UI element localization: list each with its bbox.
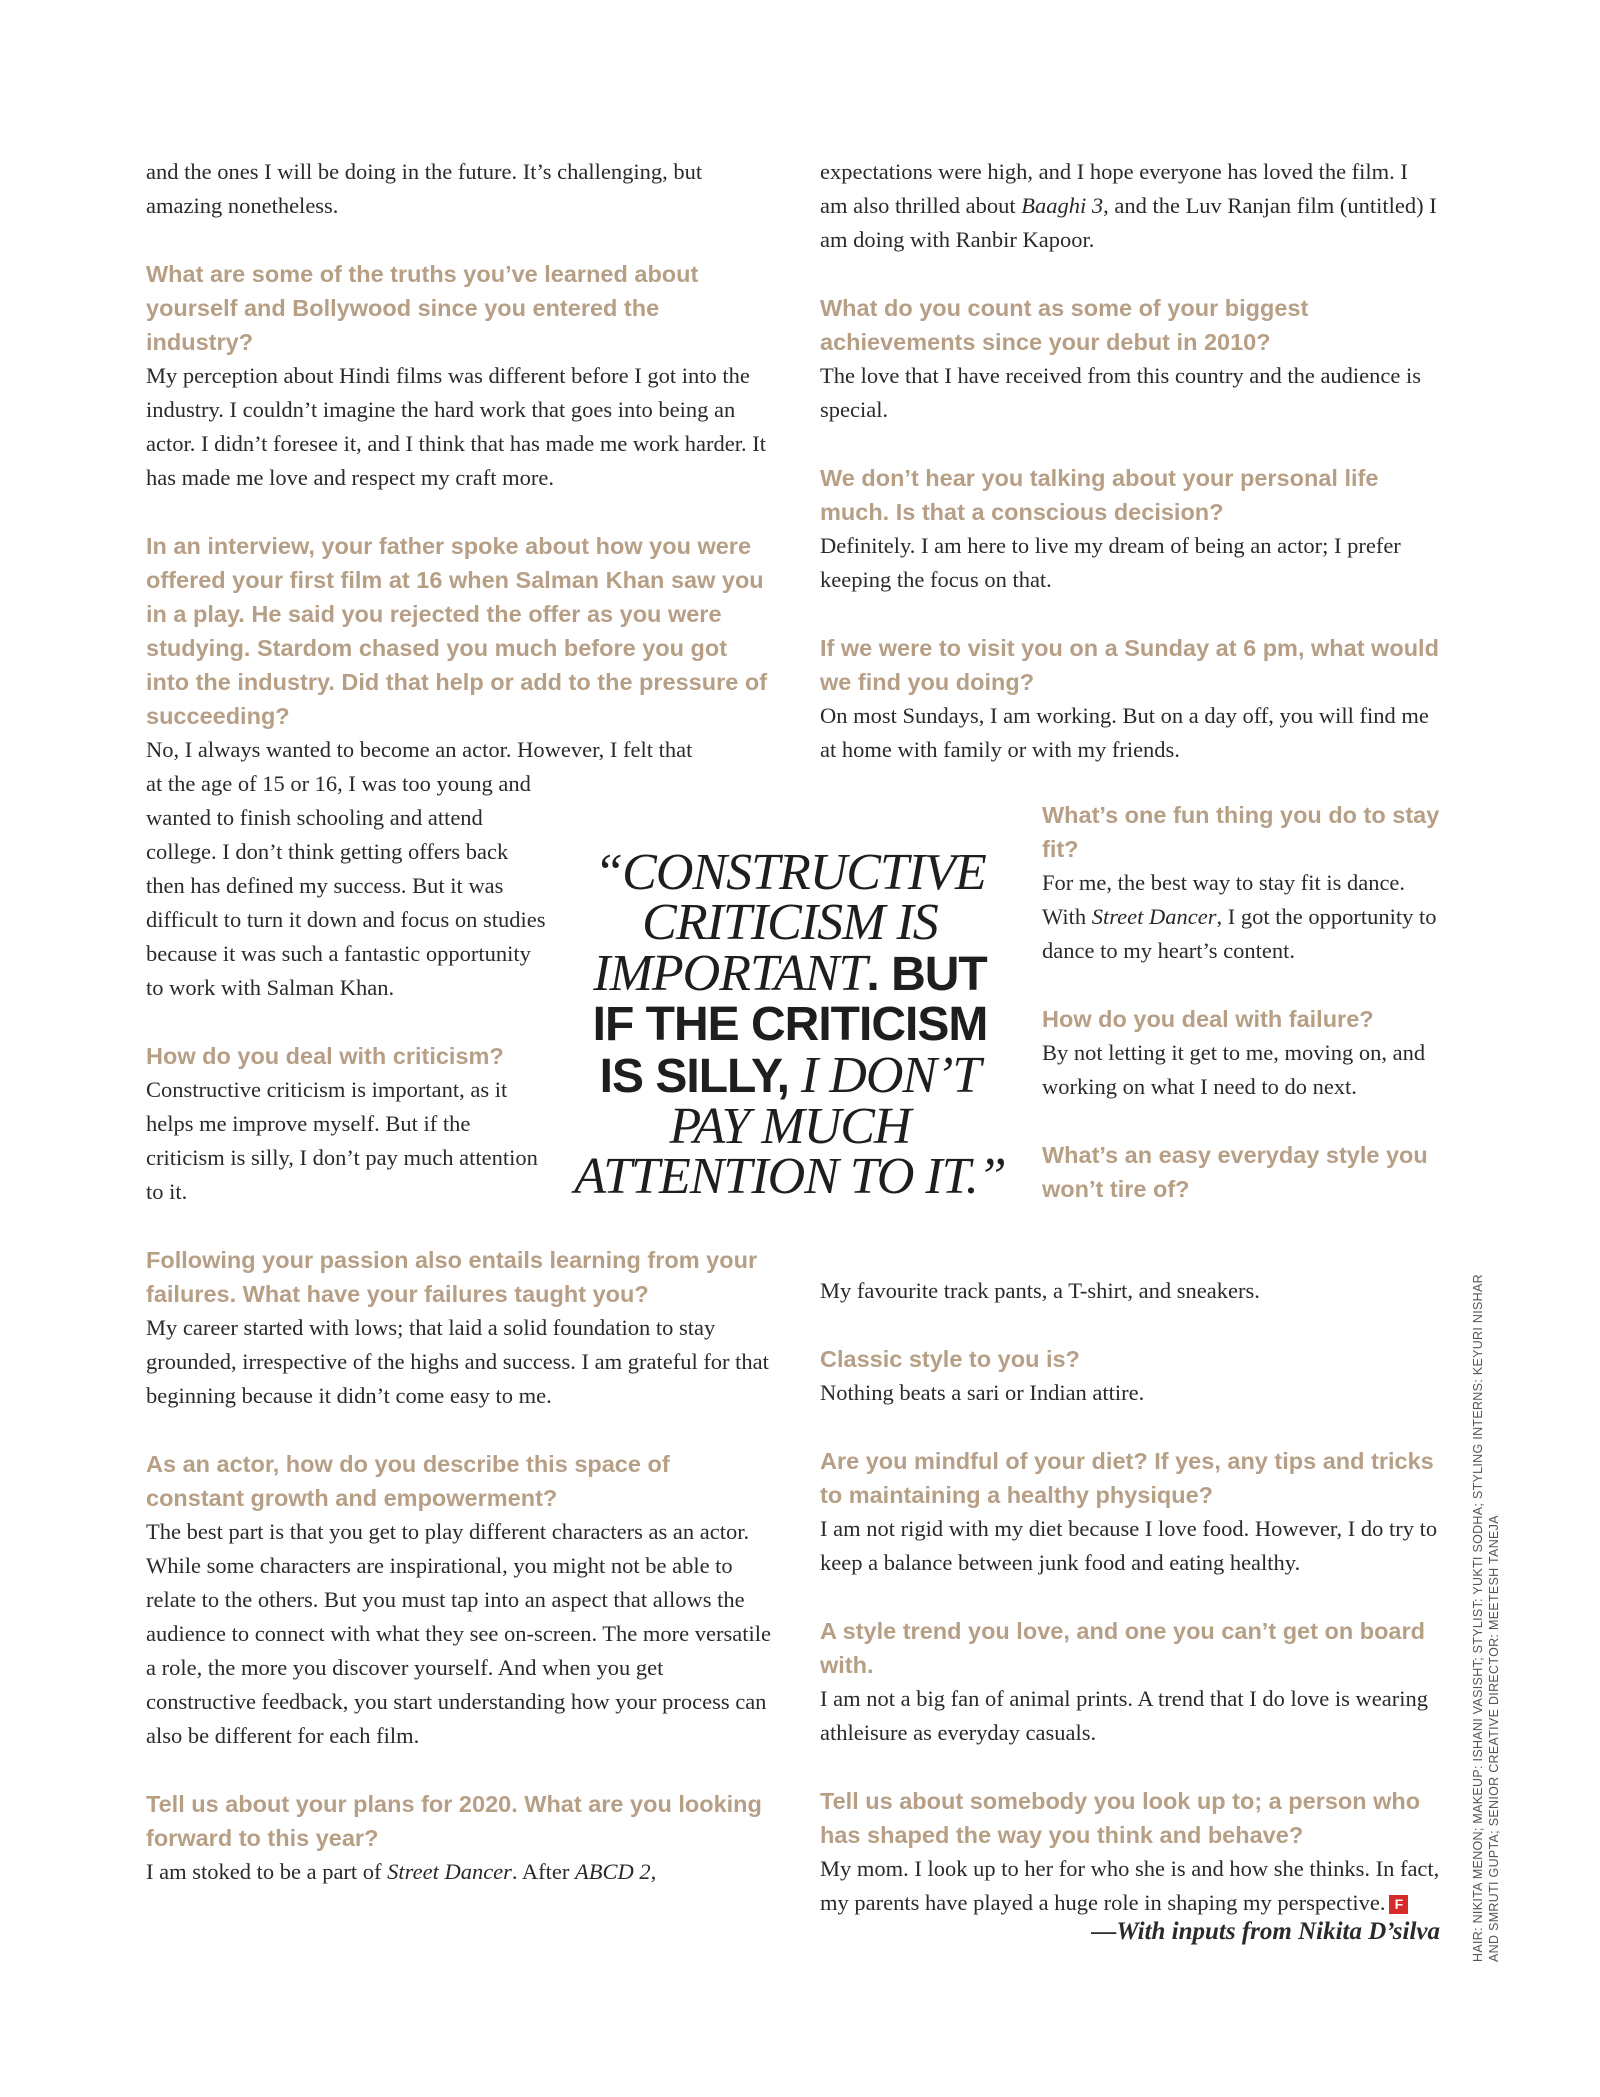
pull-quote-line-3 bbox=[570, 945, 1010, 1002]
answer-stay-fit-text-b: , I got the opportunity to dance to my heart’s content. bbox=[1042, 904, 1437, 963]
photo-credits-line-1: HAIR: NIKITA MENON; MAKEUP: ISHANI VASISHT; STYLIST: YUKTI SODHA; STYLING INTERNS: KEYURI NISHAR bbox=[1471, 1274, 1485, 1962]
answer-classic-style: Nothing beats a sari or Indian attire. bbox=[820, 1380, 1145, 1405]
answer-everyday-style: My favourite track pants, a T-shirt, and sneakers. bbox=[820, 1278, 1260, 1303]
pull-quote-line-5 bbox=[570, 1047, 1010, 1104]
answer-first-film-line1: No, I always wanted to become an actor. However, I felt that bbox=[146, 737, 693, 762]
question-failure: How do you deal with failure? bbox=[1042, 1006, 1374, 1032]
pull-quote-line-3-italic: IMPORTANT bbox=[593, 945, 867, 1002]
pull-quote-line-3-bold: . BUT bbox=[866, 948, 987, 1001]
question-first-film: In an interview, your father spoke about how you were offered your first film at 16 when Salman Khan saw you in a play. He said you rejected the offer as you were studying. Stardom chased you much before you got into the industry. Did that help or add to the pressure of succeeding? bbox=[146, 533, 768, 729]
right-lead-text bbox=[820, 155, 1440, 257]
pull-quote-line-2: CRITICISM IS bbox=[642, 894, 938, 951]
byline-inputs: —With inputs from Nikita D’silva bbox=[1091, 1918, 1440, 1945]
question-style-trend: A style trend you love, and one you can’t get on board with. bbox=[820, 1618, 1425, 1678]
pull-quote-line-5-italic: I DON’T bbox=[788, 1047, 981, 1104]
question-look-up-to: Tell us about somebody you look up to; a person who has shaped the way you think and behave? bbox=[820, 1788, 1421, 1848]
answer-look-up-to bbox=[820, 1852, 1450, 1920]
end-mark-icon: F bbox=[1389, 1895, 1408, 1914]
answer-first-film: at the age of 15 or 16, I was too young and wanted to finish schooling and attend college. I don’t think getting offers back then has defined my success. But it was difficult to turn it down and focus on studies because it was such a fantastic opportunity to work with Salman Khan. bbox=[146, 771, 546, 1000]
photo-credits bbox=[1470, 1242, 1502, 1962]
question-personal-life: We don’t hear you talking about your personal life much. Is that a conscious decision? bbox=[820, 465, 1379, 525]
film-title-street-dancer: Street Dancer bbox=[387, 1859, 512, 1884]
answer-truths: My perception about Hindi films was different before I got into the industry. I couldn’t imagine the hard work that goes into being an actor. I didn’t foresee it, and I think that has made me work harder. It has made me love and respect my craft more. bbox=[146, 363, 767, 490]
answer-failures: My career started with lows; that laid a solid foundation to stay grounded, irrespective of the highs and success. I am grateful for that beginning because it didn’t come easy to me. bbox=[146, 1315, 769, 1408]
left-lead-text: and the ones I will be doing in the future. It’s challenging, but amazing nonetheless. bbox=[146, 159, 703, 218]
question-criticism: How do you deal with criticism? bbox=[146, 1043, 504, 1069]
answer-achievements: The love that I have received from this country and the audience is special. bbox=[820, 363, 1422, 422]
answer-plans-text-a: I am stoked to be a part of bbox=[146, 1859, 388, 1884]
film-title-baaghi3: Baaghi 3 bbox=[1021, 193, 1104, 218]
answer-sunday: On most Sundays, I am working. But on a day off, you will find me at home with family or with my friends. bbox=[820, 703, 1429, 762]
film-title-abcd2: ABCD 2 bbox=[575, 1859, 651, 1884]
question-growth: As an actor, how do you describe this space of constant growth and empowerment? bbox=[146, 1451, 670, 1511]
right-column-narrow bbox=[1042, 798, 1442, 1206]
answer-style-trend: I am not a big fan of animal prints. A trend that I do love is wearing athleisure as everyday casuals. bbox=[820, 1686, 1428, 1745]
answer-stay-fit bbox=[1042, 866, 1442, 968]
pull-quote-line-6: PAY MUCH bbox=[669, 1098, 911, 1155]
answer-plans-text-b: . After bbox=[511, 1859, 576, 1884]
right-column-bottom bbox=[820, 1274, 1450, 1920]
answer-personal-life: Definitely. I am here to live my dream of being an actor; I prefer keeping the focus on that. bbox=[820, 533, 1401, 592]
question-everyday-style: What’s an easy everyday style you won’t tire of? bbox=[1042, 1142, 1428, 1202]
answer-diet: I am not rigid with my diet because I love food. However, I do try to keep a balance between junk food and eating healthy. bbox=[820, 1516, 1438, 1575]
pull-quote-line-5-bold: IS SILLY, bbox=[599, 1050, 789, 1103]
answer-plans-2020 bbox=[146, 1855, 771, 1889]
photo-credits-line-2: AND SMRUTI GUPTA; SENIOR CREATIVE DIRECTOR: MEETESH TANEJA bbox=[1487, 1515, 1501, 1962]
pull-quote-line-4: IF THE CRITICISM bbox=[592, 998, 988, 1051]
question-truths: What are some of the truths you’ve learned about yourself and Bollywood since you entered the industry? bbox=[146, 261, 699, 355]
pull-quote-line-7: ATTENTION TO IT.” bbox=[574, 1148, 1006, 1205]
question-sunday: If we were to visit you on a Sunday at 6 pm, what would we find you doing? bbox=[820, 635, 1439, 695]
question-failures: Following your passion also entails learning from your failures. What have your failures taught you? bbox=[146, 1247, 758, 1307]
right-lead-text-a: expectations were high, and I hope everyone has loved the film. I am also thrilled about bbox=[820, 159, 1408, 218]
answer-plans-text-c: , bbox=[650, 1859, 657, 1884]
question-classic-style: Classic style to you is? bbox=[820, 1346, 1080, 1372]
answer-stay-fit-text-a: For me, the best way to stay fit is dance. With bbox=[1042, 870, 1406, 929]
answer-look-up-to-text: My mom. I look up to her for who she is and how she thinks. In fact, my parents have played a huge role in shaping my perspective. bbox=[820, 1856, 1440, 1915]
question-plans-2020: Tell us about your plans for 2020. What are you looking forward to this year? bbox=[146, 1791, 762, 1851]
answer-growth: The best part is that you get to play different characters as an actor. While some characters are inspirational, you might not be able to relate to the others. But you must tap into an aspect that allows the audience to connect with what they see on-screen. The more versatile a role, the more you discover yourself. And when you get constructive feedback, you start understanding how your process can also be different for each film. bbox=[146, 1519, 771, 1748]
right-lead-text-b: , and the Luv Ranjan film (untitled) I am doing with Ranbir Kapoor. bbox=[820, 193, 1437, 252]
answer-criticism: Constructive criticism is important, as it helps me improve myself. But if the criticism is silly, I don’t pay much attention to it. bbox=[146, 1077, 538, 1204]
answer-failure: By not letting it get to me, moving on, and working on what I need to do next. bbox=[1042, 1040, 1426, 1099]
question-achievements: What do you count as some of your biggest achievements since your debut in 2010? bbox=[820, 295, 1309, 355]
right-column-top bbox=[820, 155, 1440, 767]
pull-quote-line-1: “CONSTRUCTIVE bbox=[594, 844, 986, 901]
film-title-street-dancer-2: Street Dancer bbox=[1091, 904, 1217, 929]
pull-quote bbox=[570, 844, 1010, 1205]
question-stay-fit: What’s one fun thing you do to stay fit? bbox=[1042, 802, 1440, 862]
question-diet: Are you mindful of your diet? If yes, any tips and tricks to maintaining a healthy physique? bbox=[820, 1448, 1434, 1508]
